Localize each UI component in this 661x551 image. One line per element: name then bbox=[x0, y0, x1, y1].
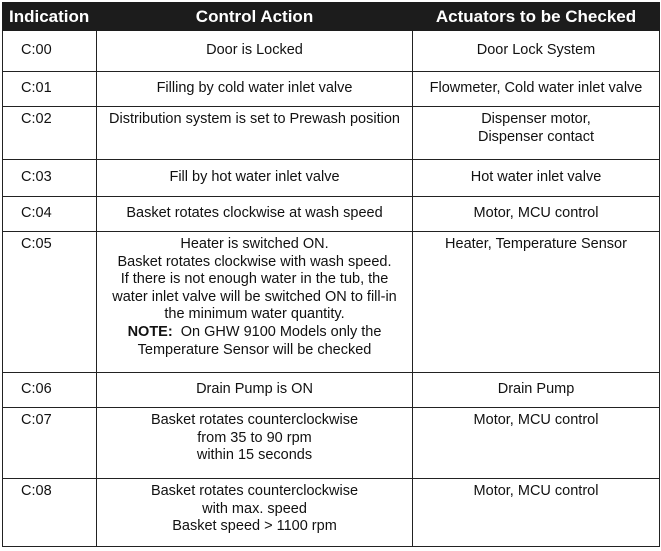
action-line: Door is Locked bbox=[206, 42, 303, 59]
actuators-cell bbox=[413, 72, 660, 107]
indication-cell: C:05 bbox=[3, 232, 97, 373]
action-line: water inlet valve will be switched ON to fill-in bbox=[112, 288, 397, 305]
action-line: If there is not enough water in the tub, the bbox=[120, 271, 389, 288]
actuators-cell bbox=[413, 107, 660, 160]
actuator-line: Motor, MCU control bbox=[473, 205, 599, 222]
note-label: NOTE: bbox=[127, 323, 173, 340]
action-line: Heater is switched ON. bbox=[180, 236, 329, 252]
actuator-line: Hot water inlet valve bbox=[470, 169, 602, 186]
action-line: Basket rotates counterclockwise bbox=[150, 483, 359, 499]
control-action-cell bbox=[97, 408, 413, 479]
control-action-cell bbox=[97, 197, 413, 232]
actuator-line: Motor, MCU control bbox=[473, 483, 599, 499]
table-row bbox=[3, 479, 660, 547]
actuators-cell bbox=[413, 408, 660, 479]
header-actuators: Actuators to be Checked bbox=[413, 3, 660, 31]
control-action-cell bbox=[97, 107, 413, 160]
actuators-cell bbox=[413, 479, 660, 547]
action-line: from 35 to 90 rpm bbox=[197, 429, 312, 446]
control-action-cell bbox=[97, 232, 413, 373]
control-action-cell bbox=[97, 160, 413, 197]
table-row bbox=[3, 31, 660, 72]
indication-cell: C:08 bbox=[3, 479, 97, 547]
note-text: On GHW 9100 Models only the bbox=[180, 323, 382, 340]
table-header-row bbox=[3, 3, 660, 31]
actuators-cell bbox=[413, 160, 660, 197]
note-line bbox=[103, 324, 406, 342]
indication-cell: C:07 bbox=[3, 408, 97, 479]
actuator-line: Door Lock System bbox=[476, 42, 596, 59]
note-line: Temperature Sensor will be checked bbox=[137, 341, 372, 358]
action-line: Basket rotates clockwise with wash speed. bbox=[117, 253, 392, 270]
table-row bbox=[3, 160, 660, 197]
action-line: with max. speed bbox=[202, 500, 307, 517]
header-control-action: Control Action bbox=[97, 3, 413, 31]
actuators-cell bbox=[413, 197, 660, 232]
table-row bbox=[3, 232, 660, 373]
action-line: Drain Pump is ON bbox=[196, 381, 313, 398]
control-action-table bbox=[2, 2, 660, 547]
indication-cell: C:04 bbox=[3, 197, 97, 232]
indication-cell: C:02 bbox=[3, 107, 97, 160]
indication-cell: C:06 bbox=[3, 373, 97, 408]
actuator-line: Drain Pump bbox=[497, 381, 575, 398]
control-action-cell bbox=[97, 31, 413, 72]
actuator-line: Dispenser contact bbox=[477, 128, 595, 145]
action-line: Distribution system is set to Prewash position bbox=[109, 111, 400, 127]
table-row bbox=[3, 373, 660, 408]
actuator-line: Heater, Temperature Sensor bbox=[445, 236, 627, 252]
action-line: within 15 seconds bbox=[196, 447, 313, 464]
table-row bbox=[3, 197, 660, 232]
actuator-line: Motor, MCU control bbox=[473, 412, 599, 428]
actuator-line: Dispenser motor, bbox=[481, 111, 591, 127]
table-row bbox=[3, 72, 660, 107]
control-action-cell bbox=[97, 373, 413, 408]
indication-cell: C:03 bbox=[3, 160, 97, 197]
actuators-cell bbox=[413, 373, 660, 408]
table-row bbox=[3, 408, 660, 479]
actuators-cell bbox=[413, 31, 660, 72]
action-line: Basket rotates clockwise at wash speed bbox=[126, 205, 383, 222]
actuator-line: Flowmeter, Cold water inlet valve bbox=[429, 80, 643, 97]
header-indication: Indication bbox=[3, 3, 97, 31]
action-line: Filling by cold water inlet valve bbox=[156, 80, 353, 97]
control-action-table-container bbox=[2, 2, 660, 547]
table-row bbox=[3, 107, 660, 160]
control-action-cell bbox=[97, 72, 413, 107]
control-action-cell bbox=[97, 479, 413, 547]
indication-cell: C:00 bbox=[3, 31, 97, 72]
action-line: Basket rotates counterclockwise bbox=[150, 412, 359, 428]
indication-cell: C:01 bbox=[3, 72, 97, 107]
action-line: Basket speed > 1100 rpm bbox=[172, 518, 337, 535]
actuators-cell bbox=[413, 232, 660, 373]
action-line: the minimum water quantity. bbox=[164, 306, 345, 323]
action-line: Fill by hot water inlet valve bbox=[169, 169, 340, 186]
